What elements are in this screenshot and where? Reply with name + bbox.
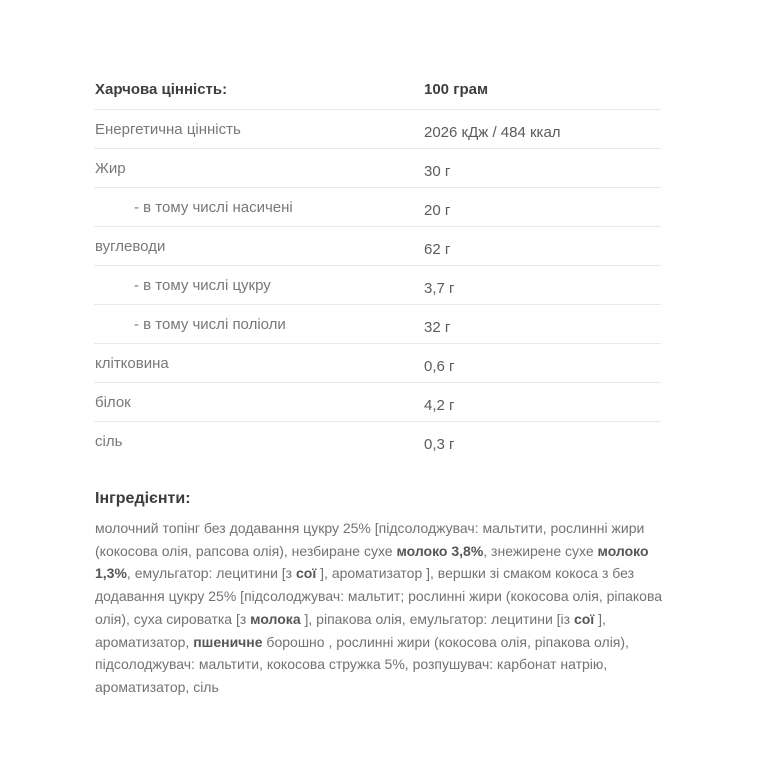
nutrition-row-value: 4,2 г <box>424 396 455 414</box>
nutrition-row-label: - в тому числі поліоли <box>134 315 286 333</box>
product-nutrition-sheet <box>94 70 661 699</box>
ingredient-segment: , знежирене сухе <box>483 542 598 559</box>
nutrition-header-label: Харчова цінність: <box>95 81 228 98</box>
nutrition-row-label: клітковина <box>95 354 169 372</box>
nutrition-row <box>94 266 661 305</box>
nutrition-table-body <box>94 110 661 461</box>
ingredient-segment: , емульгатор: лецитини [з <box>126 565 296 582</box>
ingredients-line <box>95 631 661 654</box>
ingredients-line <box>95 562 661 585</box>
nutrition-row-value: 2026 кДж / 484 ккал <box>424 123 561 141</box>
ingredients-line <box>95 608 661 631</box>
ingredient-allergen: сої <box>295 565 317 582</box>
nutrition-row <box>94 110 661 149</box>
ingredient-segment: олія), суха сироватка [з <box>95 610 251 627</box>
ingredient-segment: борошно , рослинні жири (кокосова олія, ріпакова олія), <box>262 633 629 650</box>
ingredient-segment: ароматизатор, <box>95 633 194 650</box>
nutrition-row <box>94 149 661 188</box>
nutrition-row-label: - в тому числі цукру <box>134 276 271 294</box>
ingredient-segment: ], ароматизатор ], вершки зі смаком кокоса з без <box>316 565 635 582</box>
ingredient-segment: підсолоджувач: мальтити, кокосова стружка 5%, розпушувач: карбонат натрію, <box>95 656 608 673</box>
nutrition-row <box>94 227 661 266</box>
nutrition-row <box>94 383 661 422</box>
ingredient-segment: ароматизатор, сіль <box>95 678 219 695</box>
nutrition-row-label: Жир <box>95 159 126 177</box>
nutrition-row-value: 0,6 г <box>424 357 455 375</box>
ingredient-allergen: молоко 3,8% <box>396 542 484 559</box>
ingredient-allergen: молока <box>250 610 301 627</box>
ingredient-allergen: молоко <box>597 542 649 559</box>
nutrition-row-label: вуглеводи <box>95 237 166 255</box>
nutrition-row-label: - в тому числі насичені <box>134 198 293 216</box>
nutrition-row-label: Енергетична цінність <box>95 120 241 138</box>
nutrition-header-value: 100 грам <box>424 81 489 98</box>
ingredient-allergen: 1,3% <box>95 565 127 582</box>
ingredient-segment: ], <box>594 610 606 627</box>
ingredient-allergen: пшеничне <box>193 633 263 650</box>
nutrition-row <box>94 305 661 344</box>
nutrition-row-label: сіль <box>95 433 123 450</box>
ingredients-text <box>94 517 661 699</box>
ingredients-line <box>95 517 661 540</box>
ingredient-segment: (кокосова олія, рапсова олія), незбиране сухе <box>95 542 397 559</box>
ingredient-segment: ], ріпакова олія, емульгатор: лецитини [із <box>300 610 574 627</box>
nutrition-row-value: 0,3 г <box>424 436 455 453</box>
ingredient-allergen: сої <box>573 610 595 627</box>
nutrition-row <box>94 188 661 227</box>
ingredient-segment: додавання цукру 25% [підсолоджувач: мальтит; рослинні жири (кокосова олія, ріпакова <box>95 588 663 605</box>
nutrition-row-value: 20 г <box>424 201 451 219</box>
ingredient-segment: молочний топінг без додавання цукру 25% [підсолоджувач: мальтити, рослинні жири <box>95 520 645 536</box>
nutrition-table <box>94 70 661 461</box>
nutrition-row-value: 3,7 г <box>424 279 455 297</box>
nutrition-row <box>94 344 661 383</box>
nutrition-row-value: 32 г <box>424 318 451 336</box>
nutrition-row <box>94 422 661 461</box>
ingredients-line <box>95 653 661 676</box>
nutrition-row-value: 30 г <box>424 162 451 180</box>
ingredients-heading: Інгредієнти: <box>95 490 191 507</box>
nutrition-table-header-row <box>94 70 661 110</box>
ingredients-line <box>95 540 661 563</box>
nutrition-row-label: білок <box>95 393 131 411</box>
nutrition-row-value: 62 г <box>424 240 451 258</box>
ingredients-line <box>95 585 661 608</box>
ingredients-line <box>95 676 661 699</box>
